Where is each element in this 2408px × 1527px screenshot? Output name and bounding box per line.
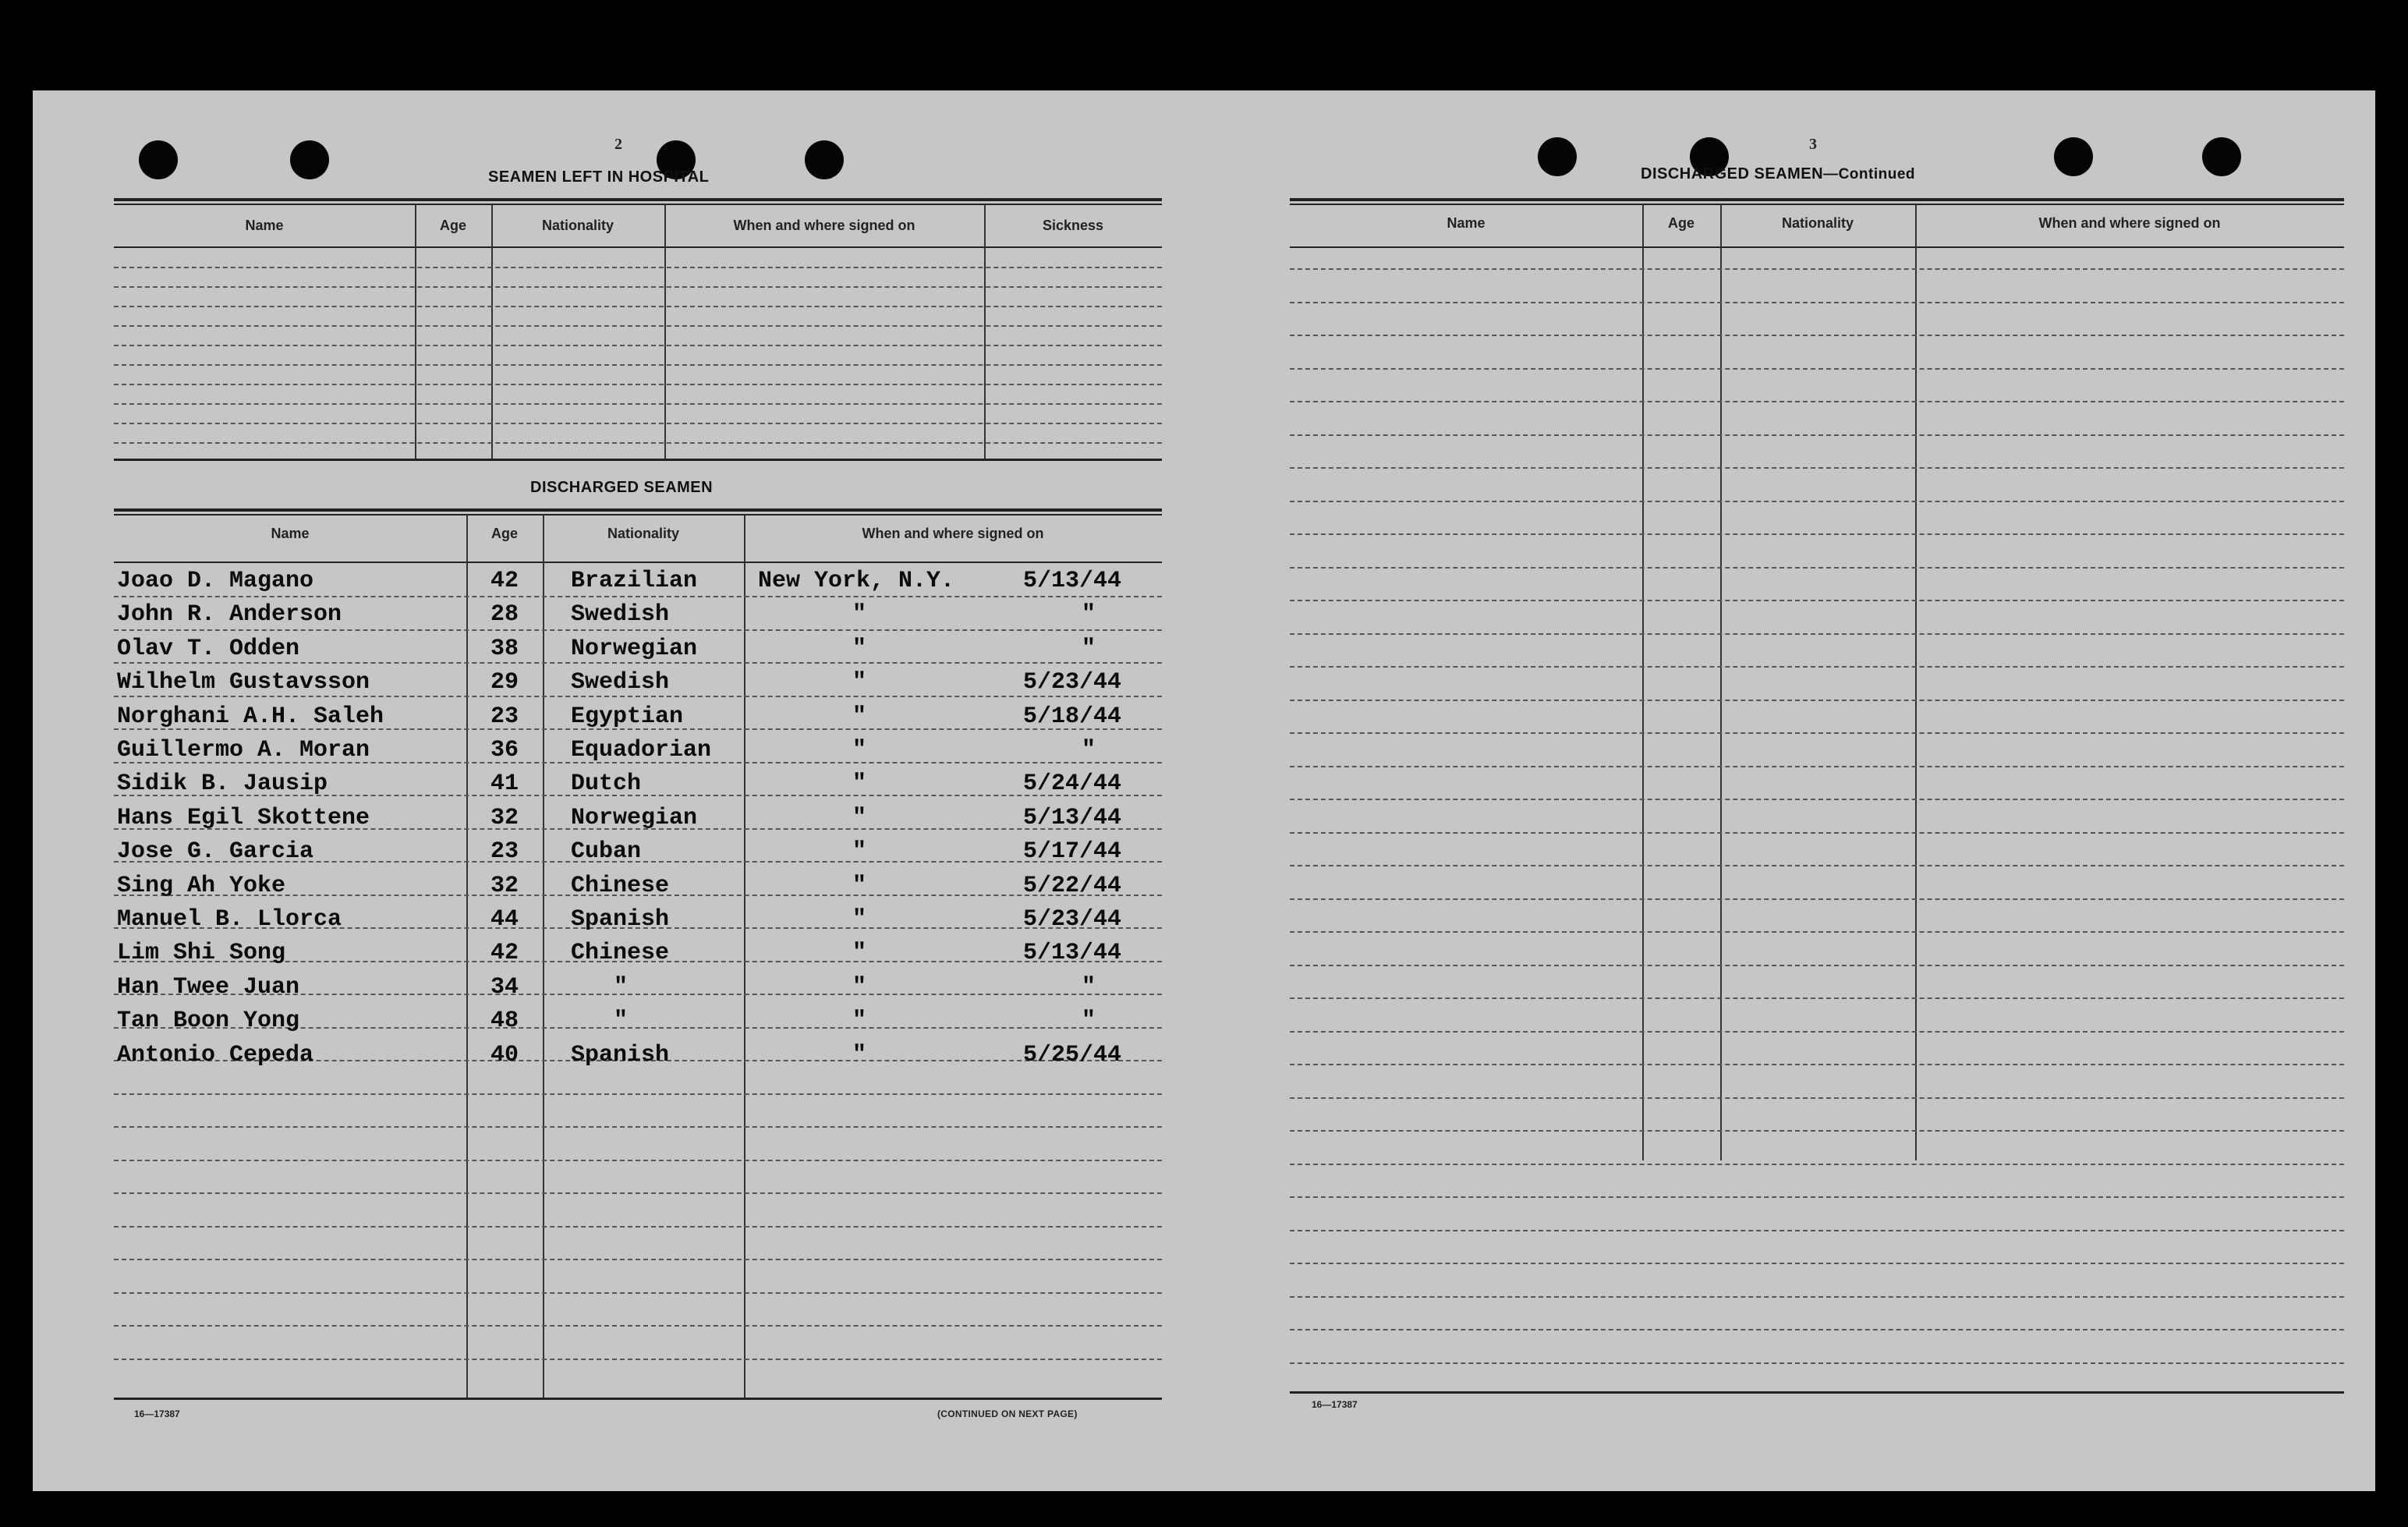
ruled-line bbox=[1290, 732, 2344, 734]
ruled-line bbox=[114, 1226, 1162, 1228]
discharged-cell-age: 28 bbox=[490, 601, 519, 629]
discharged-cell-place: " bbox=[852, 872, 866, 899]
discharged-cell-name: Norghani A.H. Saleh bbox=[117, 703, 384, 730]
discharged-table-bottom-rule bbox=[114, 1398, 1162, 1400]
ruled-line bbox=[1290, 1196, 2344, 1198]
hospital-col-nationality: Nationality bbox=[541, 218, 614, 233]
discharged-cell-place: " bbox=[852, 601, 866, 629]
discharged-cell-date: " bbox=[1081, 635, 1096, 662]
discharged-cell-date: 5/22/44 bbox=[1023, 872, 1122, 899]
page-number-right: 3 bbox=[1809, 136, 1817, 153]
ruled-line bbox=[1290, 567, 2344, 569]
discharged-cell-name: Sing Ah Yoke bbox=[117, 872, 286, 899]
ruled-line bbox=[114, 384, 1162, 385]
punch-hole bbox=[139, 140, 178, 179]
discharged-cell-place: " bbox=[852, 669, 866, 696]
discharged-col-divider bbox=[543, 515, 544, 1398]
discharged-cell-nationality: Spanish bbox=[571, 1041, 670, 1068]
ruled-line bbox=[1290, 700, 2344, 701]
hospital-col-divider bbox=[491, 204, 493, 459]
discharged-section-title: DISCHARGED SEAMEN bbox=[530, 479, 714, 496]
document-sheet bbox=[33, 90, 2375, 1491]
right-col-nationality: Nationality bbox=[1781, 215, 1854, 231]
ruled-line bbox=[1290, 600, 2344, 601]
ruled-line bbox=[1290, 666, 2344, 668]
right-col-age: Age bbox=[1667, 215, 1694, 231]
hospital-col-divider bbox=[664, 204, 666, 459]
discharged-cell-name: Olav T. Odden bbox=[117, 635, 300, 662]
discharged-cell-place: " bbox=[852, 906, 866, 933]
discharged-cell-place: " bbox=[852, 703, 866, 730]
hospital-table-top-rule-thin bbox=[114, 204, 1162, 205]
discharged-cell-age: 42 bbox=[490, 568, 519, 594]
discharged-cell-nationality: Swedish bbox=[571, 669, 670, 696]
ruled-line bbox=[1290, 302, 2344, 303]
discharged-cell-age: 41 bbox=[490, 771, 519, 798]
discharged-table-top-rule bbox=[114, 508, 1162, 512]
right-section-title-main: DISCHARGED SEAMEN bbox=[1641, 165, 1824, 182]
discharged-cell-date: " bbox=[1081, 973, 1096, 1001]
discharged-col-signed-on: When and where signed on bbox=[862, 526, 1044, 541]
right-table-bottom-rule bbox=[1290, 1391, 2344, 1394]
right-table-header-rule bbox=[1290, 246, 2344, 248]
hospital-col-sickness: Sickness bbox=[1042, 218, 1104, 233]
discharged-cell-date: 5/18/44 bbox=[1023, 703, 1122, 730]
discharged-cell-age: 34 bbox=[490, 973, 519, 1001]
punch-hole bbox=[290, 140, 329, 179]
discharged-cell-nationality: Chinese bbox=[571, 940, 670, 967]
discharged-col-divider bbox=[744, 515, 745, 1398]
discharged-cell-nationality: " bbox=[613, 973, 628, 1001]
ruled-line bbox=[1290, 865, 2344, 866]
ruled-line bbox=[1290, 1097, 2344, 1099]
ruled-line bbox=[1290, 1064, 2344, 1065]
hospital-col-signed-on: When and where signed on bbox=[733, 218, 915, 233]
discharged-cell-nationality: Norwegian bbox=[571, 804, 698, 831]
discharged-cell-name: Guillermo A. Moran bbox=[117, 737, 370, 764]
discharged-cell-place: " bbox=[852, 973, 866, 1001]
discharged-cell-age: 48 bbox=[490, 1008, 519, 1035]
discharged-cell-date: 5/25/44 bbox=[1023, 1041, 1122, 1068]
discharged-cell-place: " bbox=[852, 635, 866, 662]
ruled-line bbox=[114, 442, 1162, 444]
discharged-col-name: Name bbox=[271, 526, 310, 541]
ruled-line bbox=[1290, 1164, 2344, 1165]
discharged-cell-age: 44 bbox=[490, 906, 519, 933]
punch-hole bbox=[805, 140, 844, 179]
ruled-line bbox=[1290, 1263, 2344, 1264]
ruled-line bbox=[1290, 401, 2344, 402]
hospital-table-header-rule bbox=[114, 246, 1162, 248]
hospital-section-title: SEAMEN LEFT IN HOSPITAL bbox=[488, 168, 710, 186]
punch-hole bbox=[2202, 137, 2241, 176]
ruled-line bbox=[1290, 434, 2344, 436]
discharged-cell-age: 23 bbox=[490, 838, 519, 866]
discharged-cell-nationality: " bbox=[613, 1008, 628, 1035]
ruled-line bbox=[114, 306, 1162, 307]
ruled-line bbox=[1290, 368, 2344, 370]
discharged-cell-date: 5/13/44 bbox=[1023, 568, 1122, 594]
ruled-line bbox=[1290, 268, 2344, 270]
discharged-col-nationality: Nationality bbox=[607, 526, 679, 541]
discharged-cell-date: 5/24/44 bbox=[1023, 771, 1122, 798]
ruled-line bbox=[114, 423, 1162, 424]
discharged-cell-place: " bbox=[852, 1041, 866, 1068]
ruled-line bbox=[114, 403, 1162, 405]
ruled-line bbox=[114, 325, 1162, 327]
discharged-cell-nationality: Dutch bbox=[571, 771, 642, 798]
discharged-cell-date: " bbox=[1081, 601, 1096, 629]
ruled-line bbox=[114, 1093, 1162, 1095]
right-table-top-rule bbox=[1290, 198, 2344, 201]
hospital-table-top-rule bbox=[114, 198, 1162, 201]
right-col-divider bbox=[1915, 204, 1917, 1160]
ruled-line bbox=[114, 364, 1162, 366]
ruled-line bbox=[114, 1126, 1162, 1128]
right-col-divider bbox=[1720, 204, 1722, 1160]
discharged-cell-name: Manuel B. Llorca bbox=[117, 906, 342, 933]
right-col-signed-on: When and where signed on bbox=[2038, 215, 2221, 231]
discharged-cell-name: Hans Egil Skottene bbox=[117, 804, 370, 831]
discharged-table-top-rule-thin bbox=[114, 514, 1162, 515]
discharged-cell-nationality: Brazilian bbox=[571, 568, 698, 594]
discharged-cell-place: " bbox=[852, 1008, 866, 1035]
discharged-cell-age: 23 bbox=[490, 703, 519, 730]
discharged-cell-age: 32 bbox=[490, 804, 519, 831]
ruled-line bbox=[114, 1259, 1162, 1260]
ruled-line bbox=[114, 662, 1162, 664]
discharged-cell-nationality: Norwegian bbox=[571, 635, 698, 662]
ruled-line bbox=[1290, 1296, 2344, 1298]
discharged-cell-date: 5/13/44 bbox=[1023, 940, 1122, 967]
discharged-cell-name: Sidik B. Jausip bbox=[117, 771, 328, 798]
discharged-cell-name: Joao D. Magano bbox=[117, 568, 314, 594]
discharged-cell-date: 5/13/44 bbox=[1023, 804, 1122, 831]
ruled-line bbox=[1290, 766, 2344, 767]
discharged-cell-age: 36 bbox=[490, 737, 519, 764]
ruled-line bbox=[1290, 1329, 2344, 1330]
ruled-line bbox=[114, 629, 1162, 631]
discharged-cell-date: " bbox=[1081, 1008, 1096, 1035]
form-code-right: 16—17387 bbox=[1312, 1399, 1358, 1410]
continued-note: (CONTINUED ON NEXT PAGE) bbox=[937, 1408, 1078, 1419]
discharged-cell-nationality: Egyptian bbox=[571, 703, 684, 730]
right-col-divider bbox=[1642, 204, 1644, 1160]
ruled-line bbox=[1290, 467, 2344, 469]
page-number-left: 2 bbox=[614, 136, 622, 153]
discharged-cell-nationality: Chinese bbox=[571, 872, 670, 899]
punch-hole bbox=[2054, 137, 2093, 176]
discharged-cell-nationality: Cuban bbox=[571, 838, 642, 866]
ruled-line bbox=[1290, 335, 2344, 336]
discharged-cell-date: " bbox=[1081, 737, 1096, 764]
ruled-line bbox=[114, 1325, 1162, 1327]
discharged-cell-place: " bbox=[852, 771, 866, 798]
discharged-cell-place: " bbox=[852, 737, 866, 764]
discharged-cell-nationality: Swedish bbox=[571, 601, 670, 629]
ruled-line bbox=[1290, 533, 2344, 535]
form-code-left: 16—17387 bbox=[134, 1408, 180, 1419]
ruled-line bbox=[1290, 501, 2344, 502]
discharged-table-header-rule bbox=[114, 562, 1162, 563]
ruled-line bbox=[114, 1160, 1162, 1161]
discharged-cell-nationality: Equadorian bbox=[571, 737, 712, 764]
ruled-line bbox=[1290, 931, 2344, 933]
discharged-cell-name: Tan Boon Yong bbox=[117, 1008, 300, 1035]
discharged-cell-place: " bbox=[852, 940, 866, 967]
hospital-table-bottom-rule bbox=[114, 459, 1162, 461]
ruled-line bbox=[114, 286, 1162, 288]
discharged-cell-name: Wilhelm Gustavsson bbox=[117, 669, 370, 696]
ruled-line bbox=[114, 267, 1162, 268]
right-table-top-rule-thin bbox=[1290, 204, 2344, 205]
ruled-line bbox=[1290, 1230, 2344, 1231]
discharged-cell-age: 32 bbox=[490, 872, 519, 899]
hospital-col-name: Name bbox=[245, 218, 284, 233]
discharged-cell-place: " bbox=[852, 804, 866, 831]
discharged-cell-name: John R. Anderson bbox=[117, 601, 342, 629]
ruled-line bbox=[114, 596, 1162, 597]
right-section-title bbox=[1641, 165, 1915, 183]
discharged-cell-date: 5/23/44 bbox=[1023, 669, 1122, 696]
ruled-line bbox=[1290, 898, 2344, 900]
right-col-name: Name bbox=[1447, 215, 1486, 231]
ruled-line bbox=[1290, 997, 2344, 999]
discharged-col-age: Age bbox=[490, 526, 518, 541]
ruled-line bbox=[1290, 1130, 2344, 1132]
hospital-col-divider bbox=[415, 204, 416, 459]
discharged-cell-date: 5/23/44 bbox=[1023, 906, 1122, 933]
discharged-cell-name: Antonio Cepeda bbox=[117, 1041, 314, 1068]
discharged-cell-nationality: Spanish bbox=[571, 906, 670, 933]
ruled-line bbox=[1290, 799, 2344, 800]
discharged-cell-age: 38 bbox=[490, 635, 519, 662]
ruled-line bbox=[114, 1292, 1162, 1294]
discharged-cell-age: 29 bbox=[490, 669, 519, 696]
right-section-title-suffix: —Continued bbox=[1823, 166, 1916, 182]
discharged-cell-name: Jose G. Garcia bbox=[117, 838, 314, 866]
discharged-cell-name: Lim Shi Song bbox=[117, 940, 286, 967]
ruled-line bbox=[1290, 965, 2344, 966]
discharged-cell-age: 40 bbox=[490, 1041, 519, 1068]
punch-hole bbox=[1538, 137, 1577, 176]
ruled-line bbox=[1290, 633, 2344, 635]
discharged-cell-place: " bbox=[852, 838, 866, 866]
ruled-line bbox=[1290, 1362, 2344, 1364]
hospital-col-divider bbox=[984, 204, 986, 459]
ruled-line bbox=[114, 1192, 1162, 1194]
ruled-line bbox=[114, 345, 1162, 346]
ruled-line bbox=[1290, 832, 2344, 834]
hospital-col-age: Age bbox=[439, 218, 466, 233]
discharged-cell-name: Han Twee Juan bbox=[117, 973, 300, 1001]
discharged-cell-age: 42 bbox=[490, 940, 519, 967]
ruled-line bbox=[1290, 1031, 2344, 1033]
discharged-cell-date: 5/17/44 bbox=[1023, 838, 1122, 866]
discharged-cell-place: New York, N.Y. bbox=[758, 568, 955, 594]
ruled-line bbox=[114, 1359, 1162, 1360]
